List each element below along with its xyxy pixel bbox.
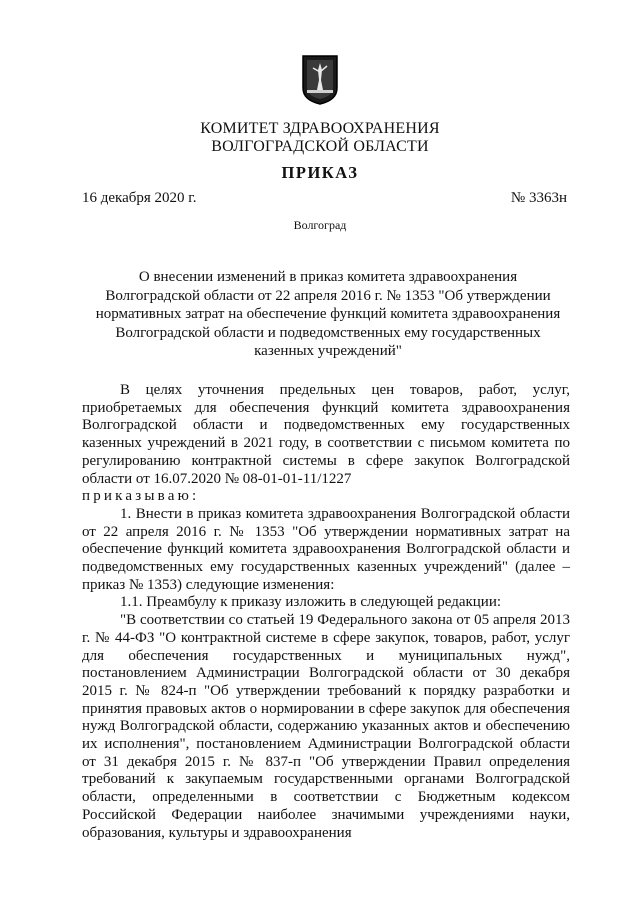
subject-line: Волгоградской области и подведомственных ему государственных	[115, 324, 541, 341]
intro-paragraph: В целях уточнения предельных цен товаров, работ, услуг, приобретаемых для обеспечения функций комитета здравоохранения Волгоградской области и подведомственных ему государственных казенных учреждений в 2021 году, в соответствии с письмом комитета по регулированию контрактной системы в сфере закупок Волгоградской области от 16.07.2020 № 08-01-01-11/1227	[82, 382, 570, 487]
coat-of-arms-icon	[301, 54, 339, 106]
committee-name-line2: ВОЛГОГРАДСКОЙ ОБЛАСТИ	[211, 138, 429, 155]
order-number: № 3363н	[510, 190, 567, 206]
issue-city: Волгоград	[293, 218, 347, 232]
committee-name-line1: КОМИТЕТ ЗДРАВООХРАНЕНИЯ	[200, 120, 440, 137]
order-subject	[86, 268, 570, 361]
quoted-preamble-paragraph: "В соответствии со статьей 19 Федерального закона от 05 апреля 2013 г. № 44-ФЗ "О контрактной системе в сфере закупок, товаров, работ, услуг для обеспечения государственных и муниципальных нужд", постановлением Администрации Волгоградской области от 30 декабря 2015 г. № 824-п "Об утверждении требований к порядку разработки и принятия правовых актов о нормировании в сфере закупок для обеспечения нужд Волгоградской области, содержанию указанных актов и обеспечению их исполнения", постановлением Администрации Волгоградской области от 31 декабря 2015 г. № 837-п "Об утверждении Правил определения требований к закупаемым государственными органами Волгоградской области, определенными в соответствии с Бюджетным кодексом Российской Федерации наиболее значимыми учреждениями науки, образования, культуры и здравоохранения	[82, 612, 570, 841]
subject-line: Волгоградской области от 22 апреля 2016 г. № 1353 "Об утверждении	[105, 287, 551, 304]
item-1-1-paragraph: 1.1. Преамбулу к приказу изложить в следующей редакции:	[120, 594, 502, 611]
subject-line: казенных учреждений"	[254, 343, 402, 359]
order-date: 16 декабря 2020 г.	[82, 190, 197, 206]
document-body	[82, 382, 570, 842]
document-type-title: ПРИКАЗ	[281, 163, 359, 182]
subject-line: нормативных затрат на обеспечение функций комитета здравоохранения	[95, 306, 561, 322]
item-1-paragraph: 1. Внести в приказ комитета здравоохранения Волгоградской области от 22 апреля 2016 г. № 1353 "Об утверждении нормативных затрат на обеспечение функций комитета здравоохранения Волгоградской области и подведомственных ему государственных казенных учреждений" (далее – приказ № 1353) следующие изменения:	[82, 505, 570, 593]
order-word: приказываю:	[82, 488, 200, 505]
subject-line: О внесении изменений в приказ комитета здравоохранения	[138, 269, 518, 285]
